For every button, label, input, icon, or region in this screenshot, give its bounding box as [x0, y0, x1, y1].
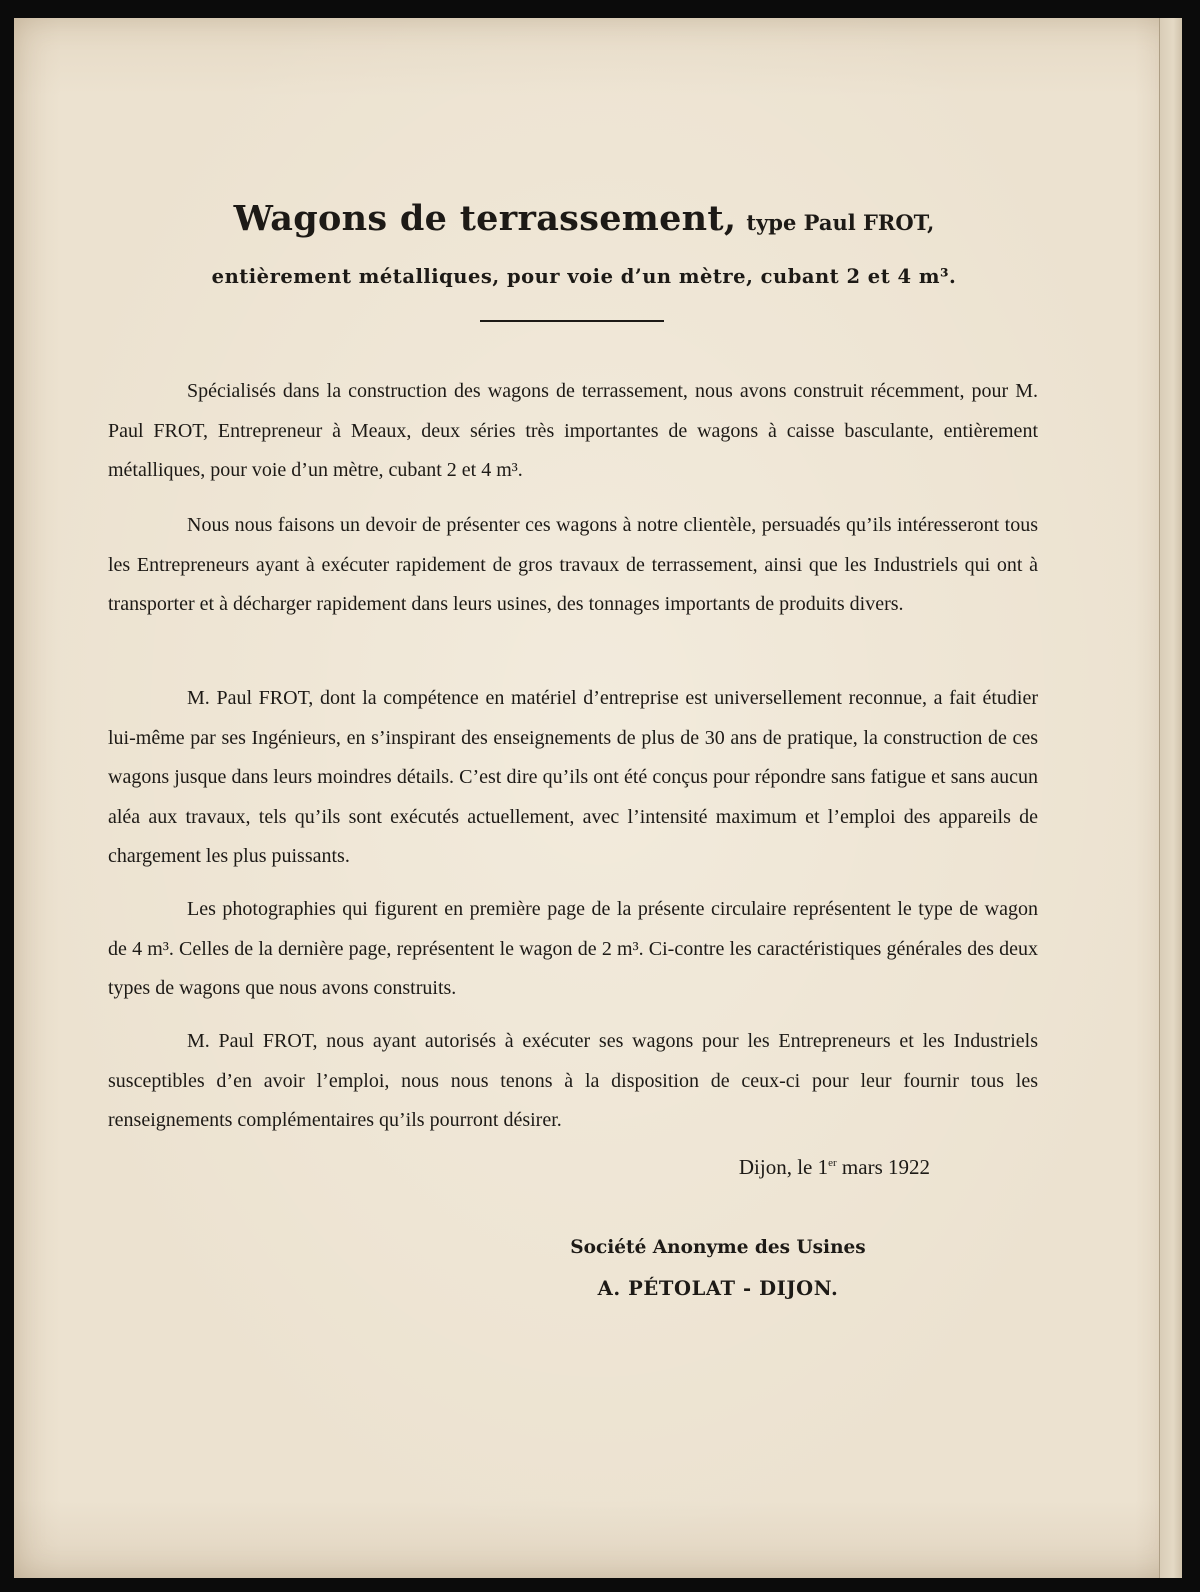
signature-location: A. PÉTOLAT - DIJON.: [597, 1277, 839, 1300]
date-prefix: Dijon, le 1: [738, 1155, 829, 1179]
date-ordinal: er: [828, 1157, 837, 1169]
paragraph-3: M. Paul FROT, dont la compétence en matériel d’entreprise est universellement reconnue, a fait étudier lui-même par ses Ingénieurs, en s’inspirant des enseignements de plus de 30 ans de pratique, la construction de ces wagons jusque dans leurs moindres détails. C’est dire qu’ils ont été conçus pour répondre sans fatigue et sans aucun aléa aux travaux, tels qu’ils sont exécutés actuellement, avec l’intensité maximum et l’emploi des appareils de chargement les plus puissants.: [108, 687, 1038, 868]
document-subtitle: entièrement métalliques, pour voie d’un mètre, cubant 2 et 4 m³.: [211, 265, 957, 288]
date-line: [14, 1155, 930, 1180]
paragraph-5: M. Paul FROT, nous ayant autorisés à exécuter ses wagons pour les Entrepreneurs et les Industriels susceptibles d’en avoir l’emploi, nous nous tenons à la disposition de ceux-ci pour leur fournir tous les renseignements complémentaires qu’ils pourront désirer.: [108, 1030, 1038, 1132]
document-title: [14, 198, 1154, 239]
signature-company: Société Anonyme des Usines: [570, 1237, 866, 1258]
paper-sheet: [14, 18, 1182, 1578]
date-suffix: mars 1922: [836, 1155, 930, 1179]
title-divider: [480, 320, 664, 322]
paragraph-4: Les photographies qui figurent en première page de la présente circulaire représentent le type de wagon de 4 m³. Celles de la dernière page, représentent le wagon de 2 m³. Ci-contre les caractéristiques générales des deux types de wagons que nous avons construits.: [108, 898, 1038, 1000]
paragraph-2: Nous nous faisons un devoir de présenter ces wagons à notre clientèle, persuadés qu’ils intéresseront tous les Entrepreneurs ayant à exécuter rapidement de gros travaux de terrassement, ainsi que les Industriels qui ont à transporter et à décharger rapidement dans leurs usines, des tonnages importants de produits divers.: [108, 514, 1038, 616]
paragraph-1: Spécialisés dans la construction des wagons de terrassement, nous avons construit récemment, pour M. Paul FROT, Entrepreneur à Meaux, deux séries très importantes de wagons à caisse basculante, entièrement métalliques, pour voie d’un mètre, cubant 2 et 4 m³.: [108, 380, 1038, 482]
circular-letter: [14, 18, 1182, 1578]
title-type: type Paul FROT,: [746, 210, 935, 235]
title-main: Wagons de terrassement,: [233, 198, 737, 239]
